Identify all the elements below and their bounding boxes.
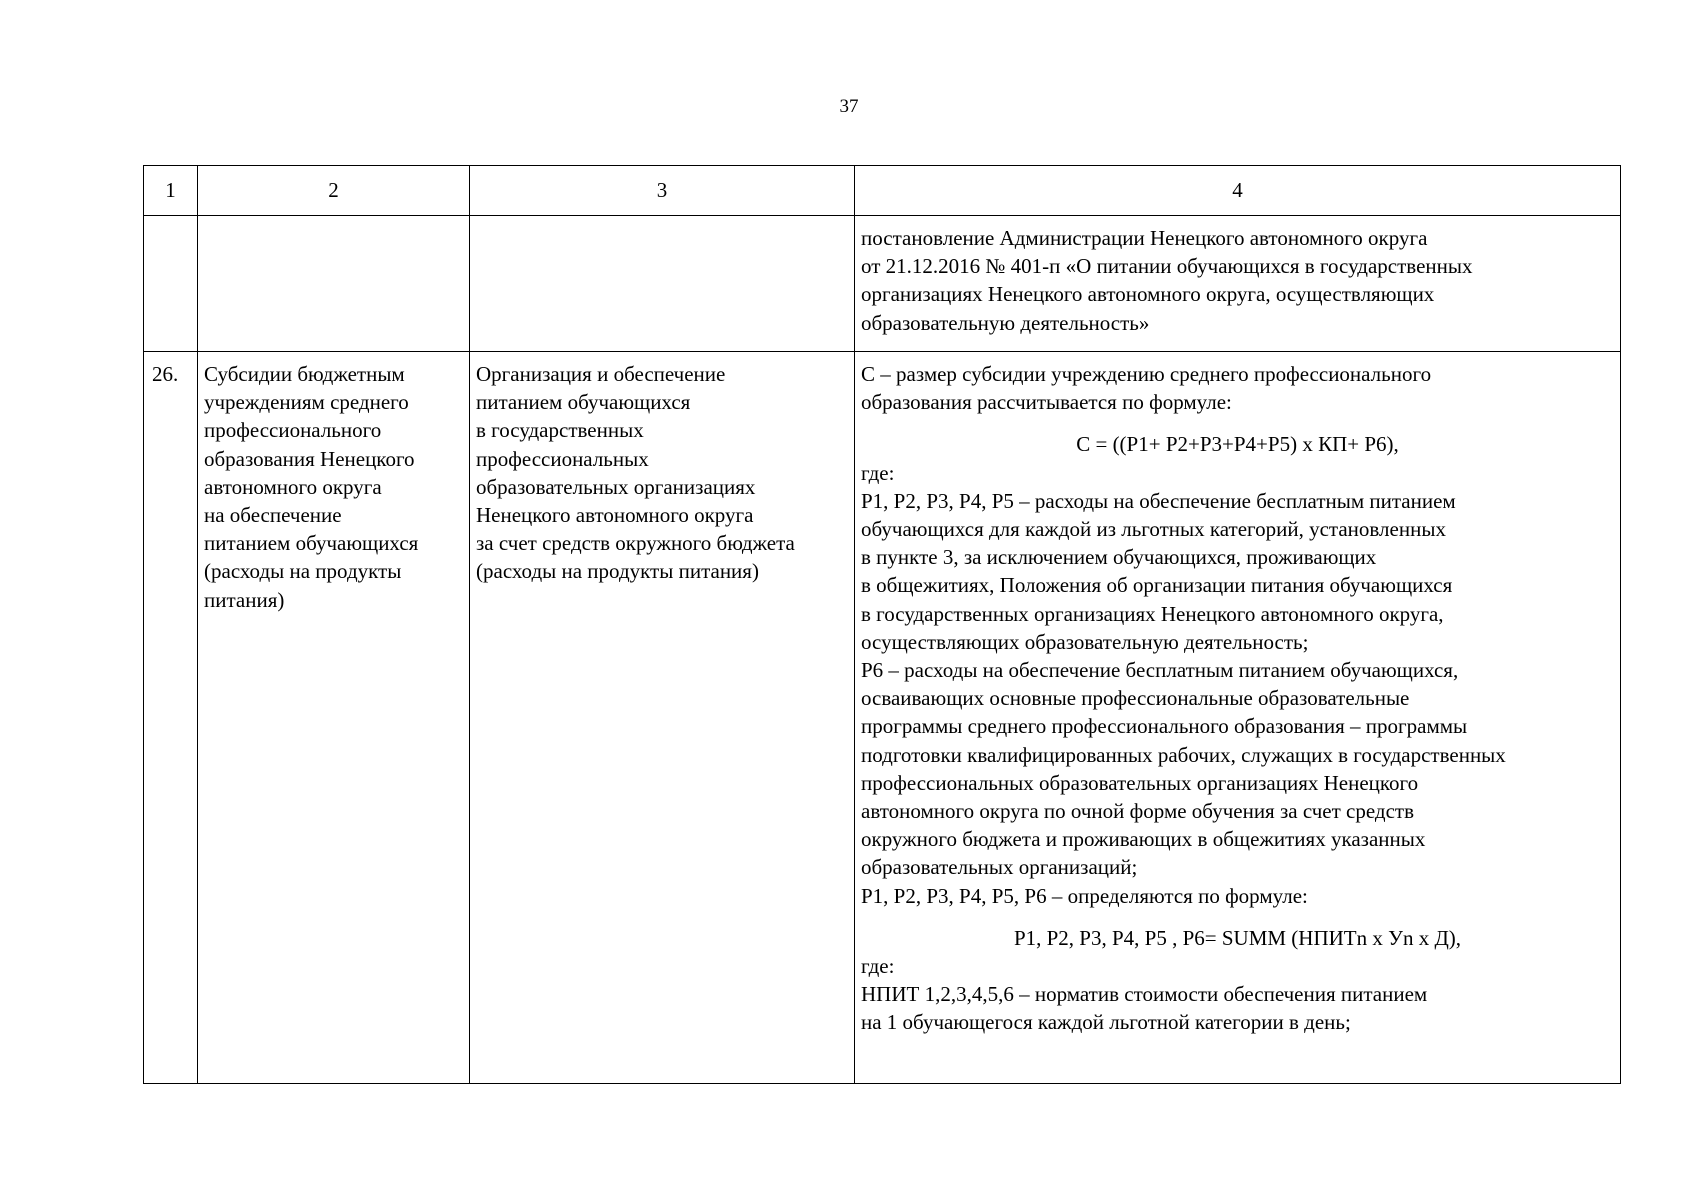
text-line: автономного округа по очной форме обучения за счет средств — [861, 799, 1415, 824]
table-row-26 — [144, 352, 1621, 1084]
text-line: питания) — [204, 587, 285, 612]
text-line: обучающихся для каждой из льготных категорий, установленных — [861, 517, 1446, 542]
text-line: образования Ненецкого — [204, 446, 415, 471]
header-cell-2: 2 — [198, 166, 470, 216]
header-cell-1: 1 — [144, 166, 198, 216]
text-line: Р1, Р2, Р3, Р4, Р5 – расходы на обеспечение бесплатным питанием — [861, 488, 1456, 513]
continuation-cell-1 — [144, 216, 198, 352]
text-line: где: — [861, 954, 895, 979]
text-line: на обеспечение — [204, 503, 342, 528]
row-number-cell — [144, 352, 198, 1084]
text-line: где: — [861, 460, 895, 485]
text-line: постановление Администрации Ненецкого автономного округа — [861, 226, 1428, 250]
header-cell-3: 3 — [470, 166, 855, 216]
continuation-cell-3 — [470, 216, 855, 352]
text-line: образования рассчитывается по формуле: — [861, 390, 1232, 415]
text-line: Ненецкого автономного округа — [476, 503, 754, 528]
row26-col4-cell — [855, 352, 1621, 1084]
text-line: программы среднего профессионального образования – программы — [861, 714, 1468, 739]
text-line: в государственных организациях Ненецкого автономного округа, — [861, 601, 1444, 626]
text-line: окружного бюджета и проживающих в общежитиях указанных — [861, 827, 1426, 852]
table-row-continuation — [144, 216, 1621, 352]
text-line: Р6 – расходы на обеспечение бесплатным питанием обучающихся, — [861, 658, 1459, 683]
formula-subsidy: С = ((Р1+ Р2+Р3+Р4+Р5) х КП+ Р6), — [1076, 432, 1399, 457]
data-table — [143, 165, 1621, 1084]
text-line: образовательных организациях — [476, 474, 756, 499]
text-line: профессионального — [204, 418, 382, 443]
continuation-text — [855, 216, 1620, 337]
continuation-cell-4 — [855, 216, 1621, 352]
row26-col3-text — [470, 352, 854, 586]
row26-col3-cell — [470, 352, 855, 1084]
row26-col4-text — [855, 352, 1620, 1037]
text-line: профессиональных — [476, 446, 649, 471]
text-line: образовательную деятельность» — [861, 310, 1150, 335]
text-line: от 21.12.2016 № 401-п «О питании обучающихся в государственных — [861, 254, 1473, 279]
text-line: автономного округа — [204, 474, 382, 499]
text-line: С – размер субсидии учреждению среднего профессионального — [861, 362, 1432, 386]
text-line: (расходы на продукты — [204, 559, 402, 584]
text-line: подготовки квалифицированных рабочих, служащих в государственных — [861, 742, 1506, 767]
page-number: 37 — [839, 96, 859, 117]
text-line: за счет средств окружного бюджета — [476, 531, 795, 556]
text-line: питанием обучающихся — [204, 531, 419, 556]
text-line: в государственных — [476, 418, 644, 443]
header-cell-4: 4 — [855, 166, 1621, 216]
text-line: учреждениям среднего — [204, 390, 409, 415]
text-line: осуществляющих образовательную деятельность; — [861, 629, 1309, 654]
text-line: осваивающих основные профессиональные образовательные — [861, 686, 1410, 711]
formula-expenses: Р1, Р2, Р3, Р4, Р5 , Р6= SUMM (НПИТn х Уn х Д), — [1013, 925, 1462, 950]
text-line: в общежитиях, Положения об организации питания обучающихся — [861, 573, 1453, 598]
continuation-cell-2 — [198, 216, 470, 352]
text-line: питанием обучающихся — [476, 390, 691, 415]
text-line: образовательных организаций; — [861, 855, 1138, 880]
text-line: на 1 обучающегося каждой льготной категории в день; — [861, 1010, 1351, 1035]
text-line: организациях Ненецкого автономного округа, осуществляющих — [861, 282, 1435, 307]
text-line: Организация и обеспечение — [476, 362, 726, 386]
text-line: НПИТ 1,2,3,4,5,6 – норматив стоимости обеспечения питанием — [861, 982, 1428, 1007]
text-line: (расходы на продукты питания) — [476, 559, 759, 584]
table-header-row — [144, 166, 1621, 216]
row-number: 26. — [152, 362, 179, 386]
row26-col2-text — [198, 352, 469, 614]
text-line: профессиональных образовательных организациях Ненецкого — [861, 770, 1419, 795]
row26-col2-cell — [198, 352, 470, 1084]
text-line: Р1, Р2, Р3, Р4, Р5, Р6 – определяются по формуле: — [861, 883, 1308, 908]
text-line: в пункте 3, за исключением обучающихся, проживающих — [861, 545, 1377, 570]
text-line: Субсидии бюджетным — [204, 362, 405, 386]
